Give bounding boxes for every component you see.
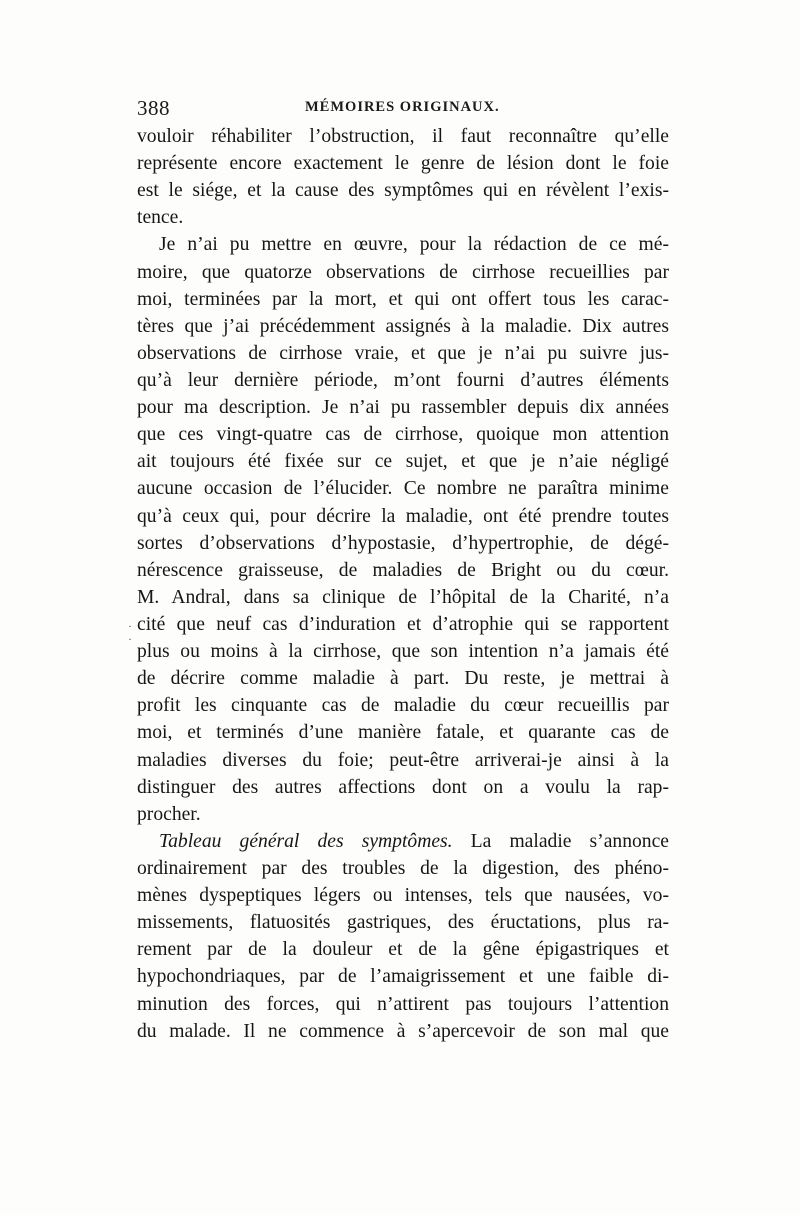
section-heading-line bbox=[137, 828, 669, 855]
section-first-line-text: La maladie s’annonce bbox=[452, 830, 669, 852]
page-header bbox=[137, 96, 667, 120]
text-line: qu’à ceux qui, pour décrire la maladie, ont été prendre toutes bbox=[137, 505, 669, 527]
text-line: moi, terminées par la mort, et qui ont offert tous les carac- bbox=[137, 288, 669, 310]
running-head: MÉMOIRES ORIGINAUX. bbox=[305, 99, 500, 115]
text-line: aucune occasion de l’élucider. Ce nombre ne paraîtra minime bbox=[137, 478, 669, 500]
text-line: vouloir réhabiliter l’obstruction, il faut reconnaître qu’elle bbox=[137, 126, 669, 147]
text-line: observations de cirrhose vraie, et que je n’ai pu suivre jus- bbox=[137, 342, 669, 364]
text-line: tence. bbox=[137, 207, 184, 229]
text-line: est le siége, et la cause des symptômes qui en révèlent l’exis- bbox=[137, 180, 669, 202]
text-line: M. Andral, dans sa clinique de l’hôpital de la Charité, n’a bbox=[137, 586, 669, 608]
text-line: rement par de la douleur et de la gêne épigastriques et bbox=[137, 939, 669, 961]
text-line: missements, flatuosités gastriques, des éructations, plus ra- bbox=[137, 912, 669, 934]
page-body bbox=[137, 123, 669, 1045]
text-line: distinguer des autres affections dont on a voulu la rap- bbox=[137, 776, 669, 798]
text-line: plus ou moins à la cirrhose, que son intention n’a jamais été bbox=[137, 641, 669, 663]
text-line: moire, que quatorze observations de cirrhose recueillies par bbox=[137, 261, 669, 283]
text-line: représente encore exactement le genre de lésion dont le foie bbox=[137, 153, 669, 175]
text-line: nérescence graisseuse, de maladies de Bright ou du cœur. bbox=[137, 559, 669, 581]
text-line: ordinairement par des troubles de la digestion, des phéno- bbox=[137, 857, 669, 879]
text-line: mènes dyspeptiques légers ou intenses, tels que nausées, vo- bbox=[137, 885, 669, 907]
text-line: sortes d’observations d’hypostasie, d’hypertrophie, de dégé- bbox=[137, 532, 669, 554]
text-line: cité que neuf cas d’induration et d’atrophie qui se rapportent bbox=[137, 613, 669, 635]
text-line: ait toujours été fixée sur ce sujet, et que je n’aie négligé bbox=[137, 451, 669, 473]
margin-mark: · bbox=[128, 632, 132, 646]
text-line: maladies diverses du foie; peut-être arriverai-je ainsi à la bbox=[137, 749, 669, 771]
text-line: hypochondriaques, par de l’amaigrissement et une faible di- bbox=[137, 966, 669, 988]
text-line: que ces vingt-quatre cas de cirrhose, quoique mon attention bbox=[137, 424, 669, 446]
text-line: profit les cinquante cas de maladie du cœur recueillis par bbox=[137, 695, 669, 717]
text-line: qu’à leur dernière période, m’ont fourni d’autres éléments bbox=[137, 369, 669, 391]
text-line: tères que j’ai précédemment assignés à la maladie. Dix autres bbox=[137, 315, 669, 337]
margin-mark: · bbox=[128, 619, 132, 633]
page-number: 388 bbox=[137, 96, 170, 120]
text-line: moi, et terminés d’une manière fatale, et quarante cas de bbox=[137, 722, 669, 744]
text-line: pour ma description. Je n’ai pu rassembler depuis dix années bbox=[137, 397, 669, 419]
text-line: procher. bbox=[137, 803, 201, 825]
section-title: Tableau général des symptômes. bbox=[159, 830, 453, 852]
text-line: de décrire comme maladie à part. Du reste, je mettrai à bbox=[137, 668, 669, 690]
paragraph-start-line: Je n’ai pu mettre en œuvre, pour la rédaction de ce mé- bbox=[159, 234, 669, 256]
text-line: minution des forces, qui n’attirent pas toujours l’attention bbox=[137, 993, 669, 1015]
text-line: du malade. Il ne commence à s’apercevoir de son mal que bbox=[137, 1020, 669, 1042]
